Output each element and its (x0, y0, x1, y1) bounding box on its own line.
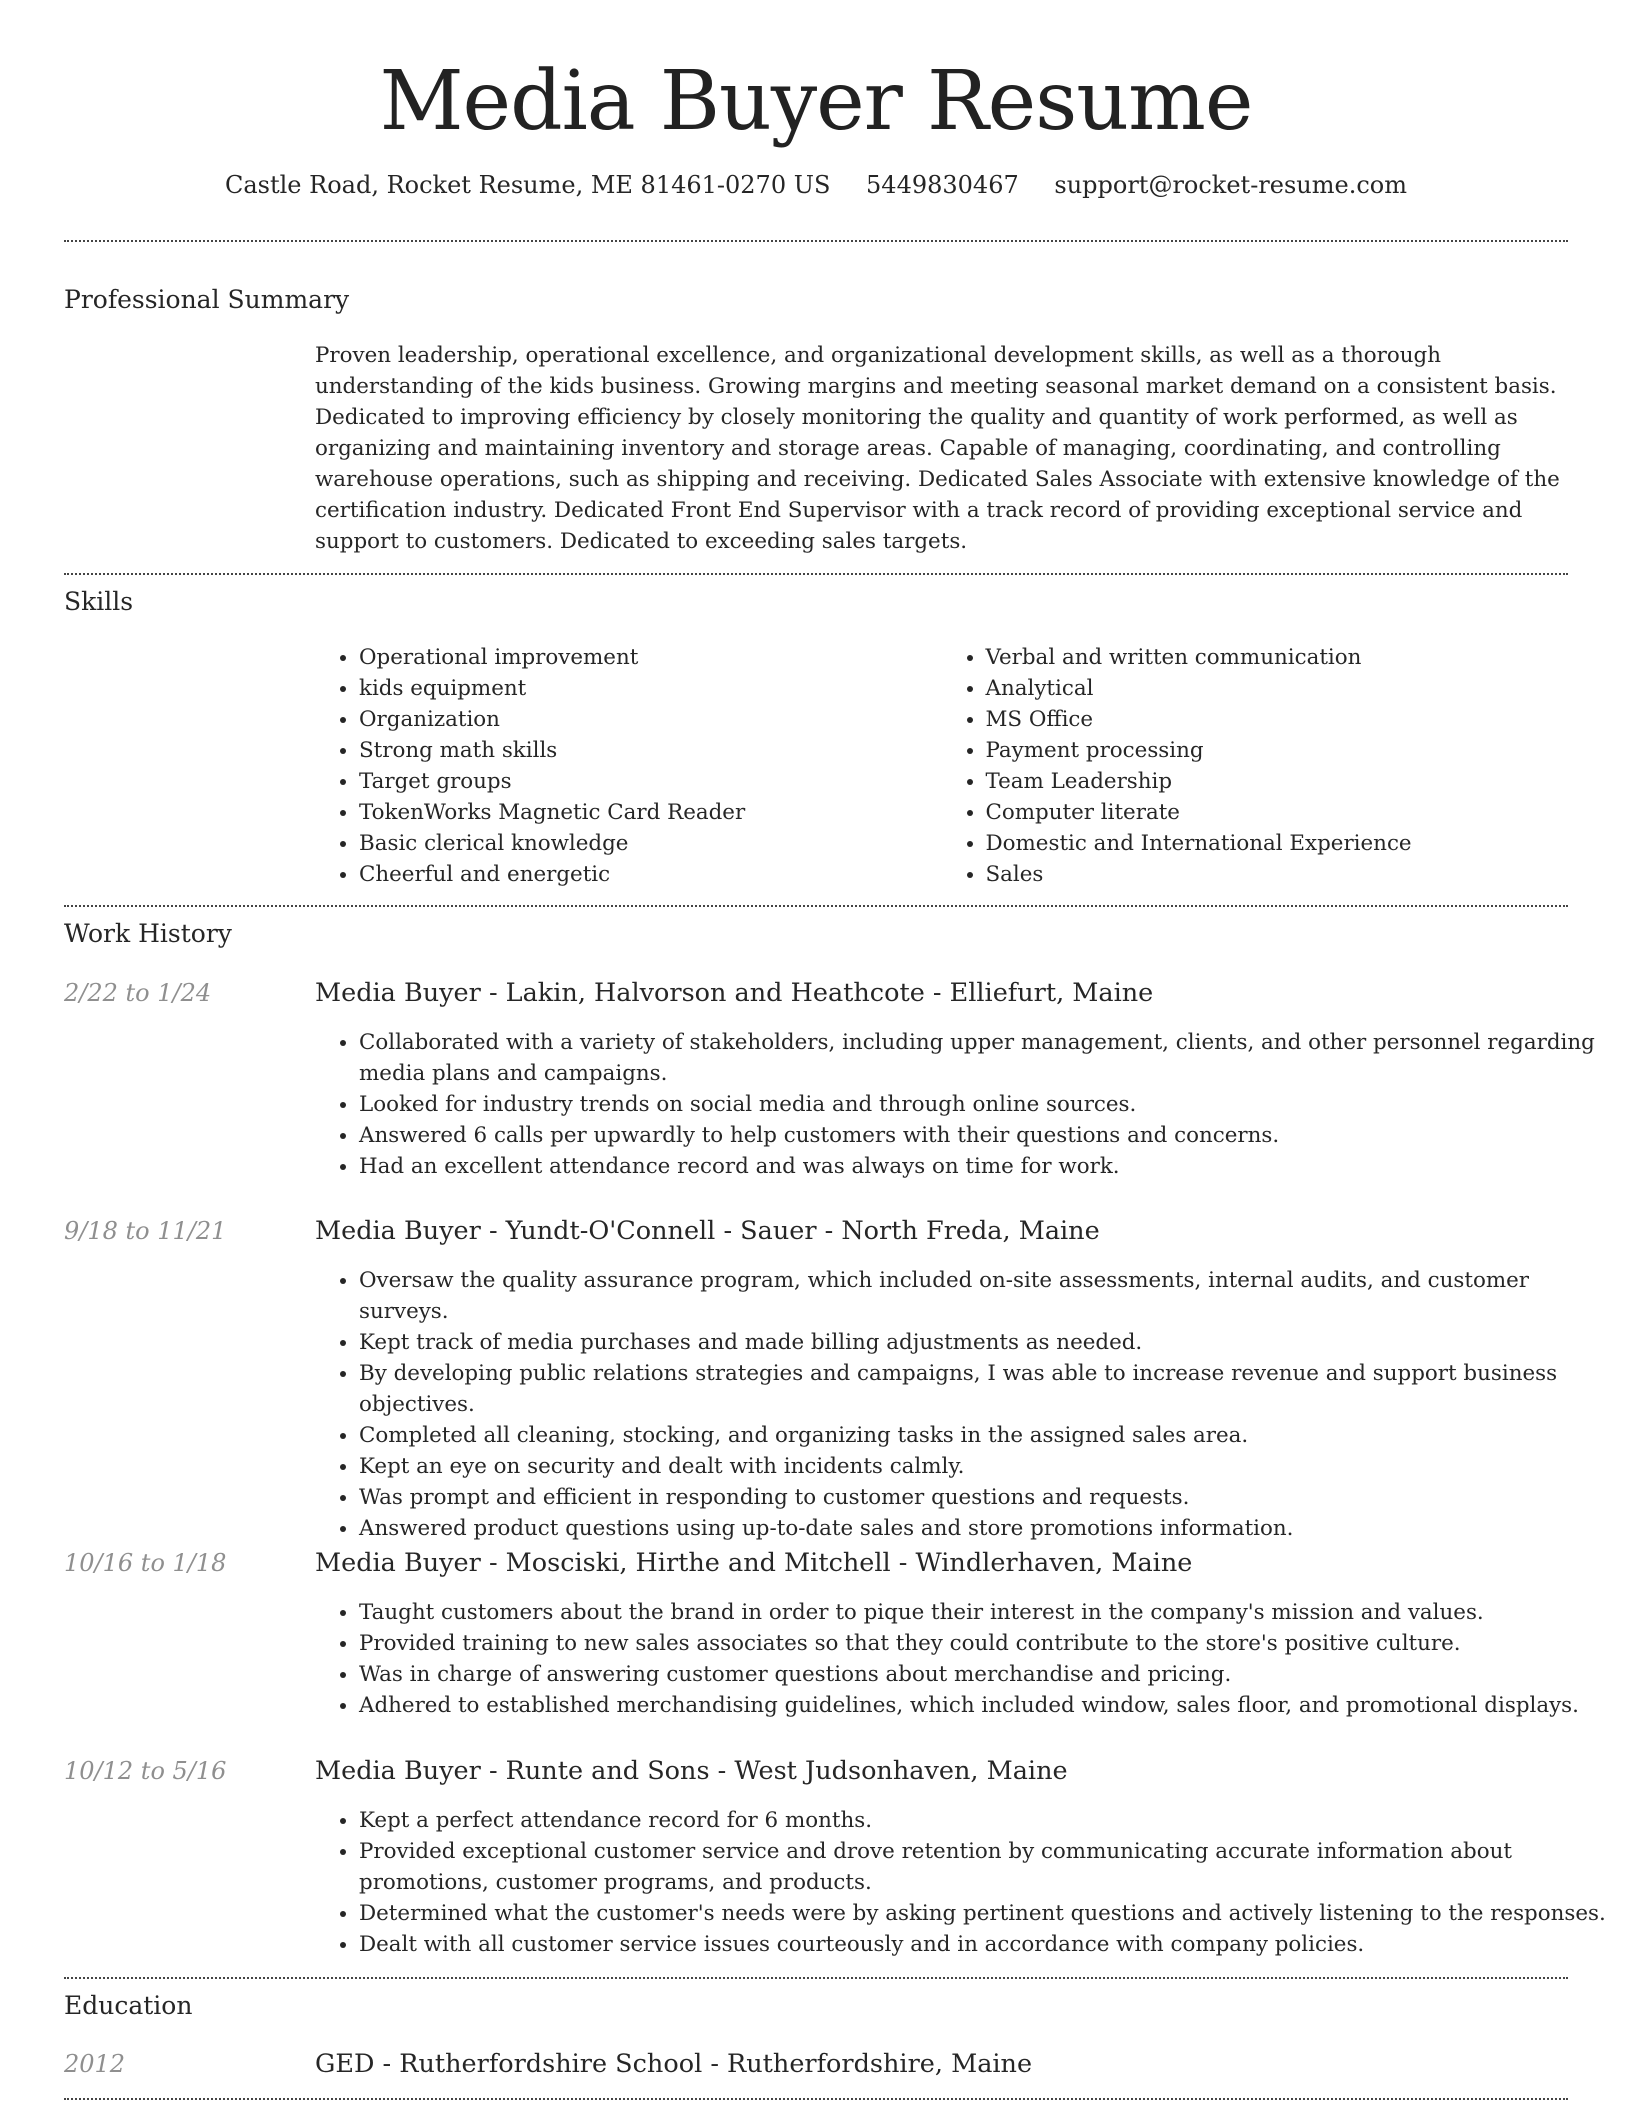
divider (64, 2098, 1568, 2100)
skill-item: • Cheerful and energetic (359, 859, 942, 890)
skill-item: • Basic clerical knowledge (359, 828, 942, 859)
job-bullets (315, 1265, 1612, 1544)
job-bullet: • Answered product questions using up-to-date sales and store promotions information. (359, 1513, 1612, 1544)
divider (64, 240, 1568, 242)
job-bullet: • By developing public relations strategies and campaigns, I was able to increase revenue and support business objectives. (359, 1358, 1612, 1420)
skill-item: • Target groups (359, 766, 942, 797)
resume-page (64, 0, 1606, 2079)
summary-heading: Professional Summary (64, 285, 350, 314)
job-bullet: • Had an excellent attendance record and was always on time for work. (359, 1151, 1612, 1182)
job-bullet: • Adhered to established merchandising guidelines, which included window, sales floor, and promotional displays. (359, 1690, 1612, 1721)
skill-item: • kids equipment (359, 673, 942, 704)
job-bullet: • Collaborated with a variety of stakeholders, including upper management, clients, and other personnel regarding media plans and campaigns. (359, 1027, 1612, 1089)
job-bullet: • Taught customers about the brand in order to pique their interest in the company's mission and values. (359, 1597, 1612, 1628)
job-bullet: • Determined what the customer's needs were by asking pertinent questions and actively listening to the responses. (359, 1898, 1612, 1929)
skill-item: • Verbal and written communication (986, 642, 1569, 673)
job-title: Media Buyer - Lakin, Halvorson and Heathcote - Elliefurt, Maine (315, 978, 1154, 1008)
page-title: Media Buyer Resume (379, 54, 1253, 149)
summary-text: Proven leadership, operational excellence, and organizational development skills, as well as a thorough understanding of the kids business. Growing margins and meeting seasonal market demand on a consistent basis. Dedicated to improving efficiency by closely monitoring the quality and quantity of work performed, as well as organizing and maintaining inventory and storage areas. Capable of managing, coordinating, and controlling warehouse operations, such as shipping and receiving. Dedicated Sales Associate with extensive knowledge of the certification industry. Dedicated Front End Supervisor with a track record of providing exceptional service and support to customers. Dedicated to exceeding sales targets. (315, 343, 1560, 554)
job-bullet: • Kept track of media purchases and made billing adjustments as needed. (359, 1327, 1612, 1358)
divider (64, 1977, 1568, 1979)
job-bullet: • Was prompt and efficient in responding to customer questions and requests. (359, 1482, 1612, 1513)
job-title: Media Buyer - Mosciski, Hirthe and Mitchell - Windlerhaven, Maine (315, 1548, 1193, 1578)
skill-item: • Operational improvement (359, 642, 942, 673)
skill-item: • Domestic and International Experience (986, 828, 1569, 859)
education-heading: Education (64, 1991, 193, 2020)
job-bullets (315, 1805, 1612, 1960)
skills-columns (315, 642, 1568, 890)
job-dates: 10/16 to 1/18 (64, 1549, 227, 1577)
skill-item: • Computer literate (986, 797, 1569, 828)
job-bullet: • Was in charge of answering customer questions about merchandise and pricing. (359, 1659, 1612, 1690)
skill-item: • Sales (986, 859, 1569, 890)
job-bullet: • Provided training to new sales associates so that they could contribute to the store's positive culture. (359, 1628, 1612, 1659)
skills-left-list (315, 642, 942, 890)
divider (64, 573, 1568, 575)
skills-heading: Skills (64, 587, 134, 616)
skill-item: • Strong math skills (359, 735, 942, 766)
education-title: GED - Rutherfordshire School - Rutherfordshire, Maine (315, 2049, 1033, 2079)
skills-right-list (942, 642, 1569, 890)
job-dates: 2/22 to 1/24 (64, 979, 212, 1007)
job-bullet: • Dealt with all customer service issues courteously and in accordance with company policies. (359, 1929, 1612, 1960)
contact-line (64, 170, 1568, 200)
job-bullets (315, 1027, 1612, 1182)
skill-item: • Organization (359, 704, 942, 735)
email: support@rocket-resume.com (1054, 171, 1407, 199)
job-bullets (315, 1597, 1612, 1721)
divider (64, 905, 1568, 907)
job-bullet: • Kept an eye on security and dealt with incidents calmly. (359, 1451, 1612, 1482)
job-title: Media Buyer - Yundt-O'Connell - Sauer - North Freda, Maine (315, 1216, 1100, 1246)
education-year: 2012 (64, 2050, 126, 2078)
job-bullet: • Oversaw the quality assurance program, which included on-site assessments, internal audits, and customer surveys. (359, 1265, 1612, 1327)
job-dates: 9/18 to 11/21 (64, 1217, 227, 1245)
job-bullet: • Answered 6 calls per upwardly to help customers with their questions and concerns. (359, 1120, 1612, 1151)
skill-item: • Team Leadership (986, 766, 1569, 797)
skill-item: • TokenWorks Magnetic Card Reader (359, 797, 942, 828)
job-title: Media Buyer - Runte and Sons - West Judsonhaven, Maine (315, 1756, 1068, 1786)
job-bullet: • Kept a perfect attendance record for 6 months. (359, 1805, 1612, 1836)
job-bullet: • Provided exceptional customer service and drove retention by communicating accurate information about promotions, customer programs, and products. (359, 1836, 1612, 1898)
work-heading: Work History (64, 919, 232, 948)
job-dates: 10/12 to 5/16 (64, 1757, 227, 1785)
phone: 5449830467 (866, 171, 1019, 199)
skill-item: • Payment processing (986, 735, 1569, 766)
job-bullet: • Completed all cleaning, stocking, and organizing tasks in the assigned sales area. (359, 1420, 1612, 1451)
address: Castle Road, Rocket Resume, ME 81461-0270 US (225, 171, 831, 199)
skill-item: • MS Office (986, 704, 1569, 735)
skill-item: • Analytical (986, 673, 1569, 704)
job-bullet: • Looked for industry trends on social media and through online sources. (359, 1089, 1612, 1120)
